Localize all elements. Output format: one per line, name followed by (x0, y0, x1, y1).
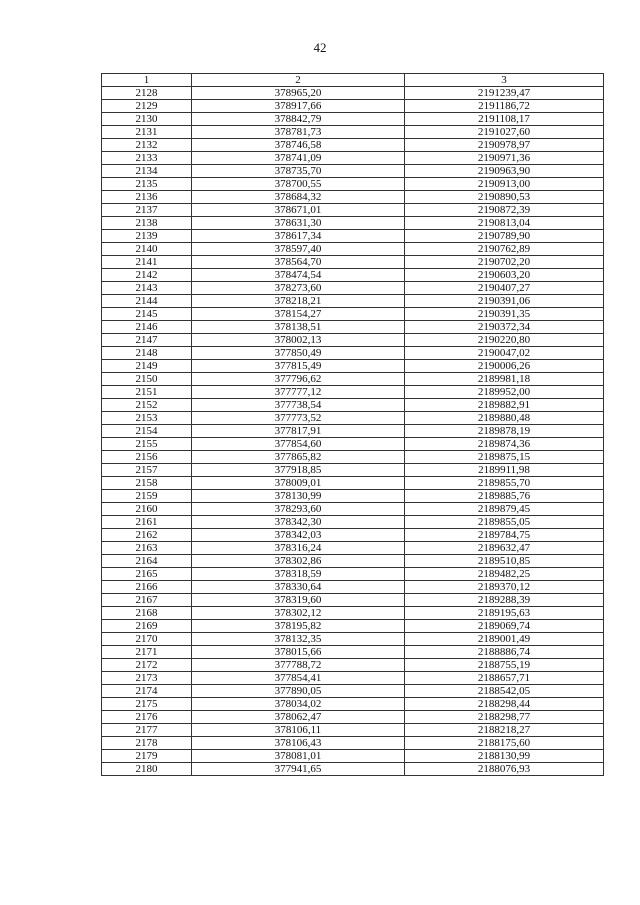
y-coordinate-cell: 2190789,90 (405, 230, 604, 243)
x-coordinate-cell: 377854,41 (192, 672, 405, 685)
page-number: 42 (313, 40, 327, 55)
y-coordinate-cell: 2189879,45 (405, 503, 604, 516)
y-coordinate-cell: 2190220,80 (405, 334, 604, 347)
table-row (102, 165, 604, 178)
table-row (102, 763, 604, 776)
point-number-cell: 2146 (102, 321, 192, 334)
y-coordinate-cell: 2189001,49 (405, 633, 604, 646)
x-coordinate-cell: 377773,52 (192, 412, 405, 425)
y-coordinate-cell: 2190963,90 (405, 165, 604, 178)
table-row (102, 490, 604, 503)
x-coordinate-cell: 378474,54 (192, 269, 405, 282)
x-coordinate-cell: 378138,51 (192, 321, 405, 334)
y-coordinate-cell: 2190372,34 (405, 321, 604, 334)
y-coordinate-cell: 2189875,15 (405, 451, 604, 464)
point-number-cell: 2147 (102, 334, 192, 347)
point-number-cell: 2158 (102, 477, 192, 490)
point-number-cell: 2144 (102, 295, 192, 308)
x-coordinate-cell: 378062,47 (192, 711, 405, 724)
x-coordinate-cell: 378154,27 (192, 308, 405, 321)
table-row (102, 100, 604, 113)
table-row (102, 87, 604, 100)
column-header-3: 3 (405, 74, 604, 87)
table-row (102, 737, 604, 750)
y-coordinate-cell: 2190702,20 (405, 256, 604, 269)
table-row (102, 230, 604, 243)
x-coordinate-cell: 378746,58 (192, 139, 405, 152)
table-row (102, 581, 604, 594)
point-number-cell: 2180 (102, 763, 192, 776)
table-row (102, 516, 604, 529)
point-number-cell: 2142 (102, 269, 192, 282)
point-number-cell: 2164 (102, 555, 192, 568)
x-coordinate-cell: 378684,32 (192, 191, 405, 204)
y-coordinate-cell: 2189784,75 (405, 529, 604, 542)
x-coordinate-cell: 378330,64 (192, 581, 405, 594)
point-number-cell: 2172 (102, 659, 192, 672)
table-row (102, 451, 604, 464)
y-coordinate-cell: 2189911,98 (405, 464, 604, 477)
coordinates-table (101, 73, 604, 776)
table-row (102, 542, 604, 555)
table-row (102, 204, 604, 217)
x-coordinate-cell: 377788,72 (192, 659, 405, 672)
y-coordinate-cell: 2190872,39 (405, 204, 604, 217)
y-coordinate-cell: 2189482,25 (405, 568, 604, 581)
point-number-cell: 2153 (102, 412, 192, 425)
table-row (102, 113, 604, 126)
point-number-cell: 2175 (102, 698, 192, 711)
point-number-cell: 2160 (102, 503, 192, 516)
column-header-2: 2 (192, 74, 405, 87)
x-coordinate-cell: 378781,73 (192, 126, 405, 139)
table-row (102, 555, 604, 568)
x-coordinate-cell: 378735,70 (192, 165, 405, 178)
x-coordinate-cell: 378917,66 (192, 100, 405, 113)
point-number-cell: 2152 (102, 399, 192, 412)
table-row (102, 646, 604, 659)
y-coordinate-cell: 2189069,74 (405, 620, 604, 633)
x-coordinate-cell: 377854,60 (192, 438, 405, 451)
table-row (102, 217, 604, 230)
y-coordinate-cell: 2188218,27 (405, 724, 604, 737)
y-coordinate-cell: 2188657,71 (405, 672, 604, 685)
table-row (102, 698, 604, 711)
table-row (102, 503, 604, 516)
table-row (102, 464, 604, 477)
point-number-cell: 2173 (102, 672, 192, 685)
x-coordinate-cell: 378106,11 (192, 724, 405, 737)
x-coordinate-cell: 378130,99 (192, 490, 405, 503)
point-number-cell: 2162 (102, 529, 192, 542)
table-row (102, 126, 604, 139)
y-coordinate-cell: 2188175,60 (405, 737, 604, 750)
x-coordinate-cell: 378965,20 (192, 87, 405, 100)
y-coordinate-cell: 2191027,60 (405, 126, 604, 139)
y-coordinate-cell: 2190603,20 (405, 269, 604, 282)
x-coordinate-cell: 378319,60 (192, 594, 405, 607)
x-coordinate-cell: 378106,43 (192, 737, 405, 750)
point-number-cell: 2132 (102, 139, 192, 152)
column-header-1: 1 (102, 74, 192, 87)
y-coordinate-cell: 2190762,89 (405, 243, 604, 256)
table-row (102, 425, 604, 438)
table-row (102, 633, 604, 646)
y-coordinate-cell: 2188076,93 (405, 763, 604, 776)
y-coordinate-cell: 2190391,35 (405, 308, 604, 321)
table-row (102, 191, 604, 204)
point-number-cell: 2138 (102, 217, 192, 230)
x-coordinate-cell: 378218,21 (192, 295, 405, 308)
x-coordinate-cell: 378293,60 (192, 503, 405, 516)
point-number-cell: 2161 (102, 516, 192, 529)
y-coordinate-cell: 2188298,44 (405, 698, 604, 711)
point-number-cell: 2149 (102, 360, 192, 373)
y-coordinate-cell: 2189880,48 (405, 412, 604, 425)
x-coordinate-cell: 378342,03 (192, 529, 405, 542)
table-row (102, 282, 604, 295)
x-coordinate-cell: 377777,12 (192, 386, 405, 399)
x-coordinate-cell: 378081,01 (192, 750, 405, 763)
point-number-cell: 2133 (102, 152, 192, 165)
x-coordinate-cell: 377796,62 (192, 373, 405, 386)
x-coordinate-cell: 377918,85 (192, 464, 405, 477)
point-number-cell: 2134 (102, 165, 192, 178)
y-coordinate-cell: 2190813,04 (405, 217, 604, 230)
point-number-cell: 2145 (102, 308, 192, 321)
y-coordinate-cell: 2188755,19 (405, 659, 604, 672)
y-coordinate-cell: 2189632,47 (405, 542, 604, 555)
table-row (102, 568, 604, 581)
y-coordinate-cell: 2189885,76 (405, 490, 604, 503)
x-coordinate-cell: 378617,34 (192, 230, 405, 243)
table-row (102, 334, 604, 347)
point-number-cell: 2168 (102, 607, 192, 620)
y-coordinate-cell: 2190913,00 (405, 178, 604, 191)
point-number-cell: 2140 (102, 243, 192, 256)
x-coordinate-cell: 377815,49 (192, 360, 405, 373)
x-coordinate-cell: 377817,91 (192, 425, 405, 438)
y-coordinate-cell: 2188886,74 (405, 646, 604, 659)
y-coordinate-cell: 2190978,97 (405, 139, 604, 152)
point-number-cell: 2157 (102, 464, 192, 477)
y-coordinate-cell: 2190047,02 (405, 347, 604, 360)
point-number-cell: 2130 (102, 113, 192, 126)
point-number-cell: 2135 (102, 178, 192, 191)
table-row (102, 399, 604, 412)
table-row (102, 373, 604, 386)
x-coordinate-cell: 378316,24 (192, 542, 405, 555)
x-coordinate-cell: 378034,02 (192, 698, 405, 711)
table-row (102, 750, 604, 763)
y-coordinate-cell: 2189878,19 (405, 425, 604, 438)
point-number-cell: 2156 (102, 451, 192, 464)
table-row (102, 438, 604, 451)
point-number-cell: 2165 (102, 568, 192, 581)
x-coordinate-cell: 377850,49 (192, 347, 405, 360)
point-number-cell: 2177 (102, 724, 192, 737)
table-body (102, 87, 604, 776)
table-row (102, 321, 604, 334)
table-row (102, 295, 604, 308)
y-coordinate-cell: 2189855,70 (405, 477, 604, 490)
x-coordinate-cell: 377890,05 (192, 685, 405, 698)
y-coordinate-cell: 2190006,26 (405, 360, 604, 373)
table-row (102, 685, 604, 698)
x-coordinate-cell: 378700,55 (192, 178, 405, 191)
table-row (102, 620, 604, 633)
table-row (102, 178, 604, 191)
table-row (102, 347, 604, 360)
table-row (102, 139, 604, 152)
table-row (102, 659, 604, 672)
x-coordinate-cell: 378318,59 (192, 568, 405, 581)
y-coordinate-cell: 2189510,85 (405, 555, 604, 568)
x-coordinate-cell: 377941,65 (192, 763, 405, 776)
point-number-cell: 2167 (102, 594, 192, 607)
y-coordinate-cell: 2189874,36 (405, 438, 604, 451)
point-number-cell: 2154 (102, 425, 192, 438)
y-coordinate-cell: 2190407,27 (405, 282, 604, 295)
point-number-cell: 2139 (102, 230, 192, 243)
table-row (102, 152, 604, 165)
table-row (102, 269, 604, 282)
y-coordinate-cell: 2190890,53 (405, 191, 604, 204)
table-row (102, 724, 604, 737)
table-row (102, 711, 604, 724)
point-number-cell: 2148 (102, 347, 192, 360)
y-coordinate-cell: 2190391,06 (405, 295, 604, 308)
x-coordinate-cell: 378302,86 (192, 555, 405, 568)
x-coordinate-cell: 378273,60 (192, 282, 405, 295)
y-coordinate-cell: 2188298,77 (405, 711, 604, 724)
y-coordinate-cell: 2189288,39 (405, 594, 604, 607)
point-number-cell: 2151 (102, 386, 192, 399)
point-number-cell: 2163 (102, 542, 192, 555)
point-number-cell: 2137 (102, 204, 192, 217)
x-coordinate-cell: 378342,30 (192, 516, 405, 529)
x-coordinate-cell: 378597,40 (192, 243, 405, 256)
x-coordinate-cell: 378741,09 (192, 152, 405, 165)
y-coordinate-cell: 2191239,47 (405, 87, 604, 100)
y-coordinate-cell: 2189882,91 (405, 399, 604, 412)
x-coordinate-cell: 378842,79 (192, 113, 405, 126)
table-row (102, 243, 604, 256)
y-coordinate-cell: 2189952,00 (405, 386, 604, 399)
point-number-cell: 2131 (102, 126, 192, 139)
x-coordinate-cell: 377865,82 (192, 451, 405, 464)
table-row (102, 672, 604, 685)
x-coordinate-cell: 378002,13 (192, 334, 405, 347)
point-number-cell: 2129 (102, 100, 192, 113)
point-number-cell: 2169 (102, 620, 192, 633)
point-number-cell: 2150 (102, 373, 192, 386)
x-coordinate-cell: 378302,12 (192, 607, 405, 620)
x-coordinate-cell: 378671,01 (192, 204, 405, 217)
y-coordinate-cell: 2189981,18 (405, 373, 604, 386)
point-number-cell: 2176 (102, 711, 192, 724)
x-coordinate-cell: 378564,70 (192, 256, 405, 269)
y-coordinate-cell: 2191108,17 (405, 113, 604, 126)
x-coordinate-cell: 378009,01 (192, 477, 405, 490)
x-coordinate-cell: 378195,82 (192, 620, 405, 633)
x-coordinate-cell: 378132,35 (192, 633, 405, 646)
point-number-cell: 2136 (102, 191, 192, 204)
table-row (102, 360, 604, 373)
x-coordinate-cell: 378015,66 (192, 646, 405, 659)
table-row (102, 256, 604, 269)
point-number-cell: 2155 (102, 438, 192, 451)
y-coordinate-cell: 2189370,12 (405, 581, 604, 594)
point-number-cell: 2143 (102, 282, 192, 295)
y-coordinate-cell: 2188542,05 (405, 685, 604, 698)
point-number-cell: 2179 (102, 750, 192, 763)
x-coordinate-cell: 377738,54 (192, 399, 405, 412)
y-coordinate-cell: 2189855,05 (405, 516, 604, 529)
table-header-row (102, 74, 604, 87)
point-number-cell: 2174 (102, 685, 192, 698)
table-row (102, 594, 604, 607)
y-coordinate-cell: 2190971,36 (405, 152, 604, 165)
point-number-cell: 2128 (102, 87, 192, 100)
point-number-cell: 2178 (102, 737, 192, 750)
point-number-cell: 2170 (102, 633, 192, 646)
point-number-cell: 2171 (102, 646, 192, 659)
table-row (102, 529, 604, 542)
table-row (102, 386, 604, 399)
table-row (102, 308, 604, 321)
table-row (102, 412, 604, 425)
point-number-cell: 2141 (102, 256, 192, 269)
x-coordinate-cell: 378631,30 (192, 217, 405, 230)
y-coordinate-cell: 2189195,63 (405, 607, 604, 620)
y-coordinate-cell: 2188130,99 (405, 750, 604, 763)
table-row (102, 607, 604, 620)
point-number-cell: 2159 (102, 490, 192, 503)
point-number-cell: 2166 (102, 581, 192, 594)
table-row (102, 477, 604, 490)
y-coordinate-cell: 2191186,72 (405, 100, 604, 113)
